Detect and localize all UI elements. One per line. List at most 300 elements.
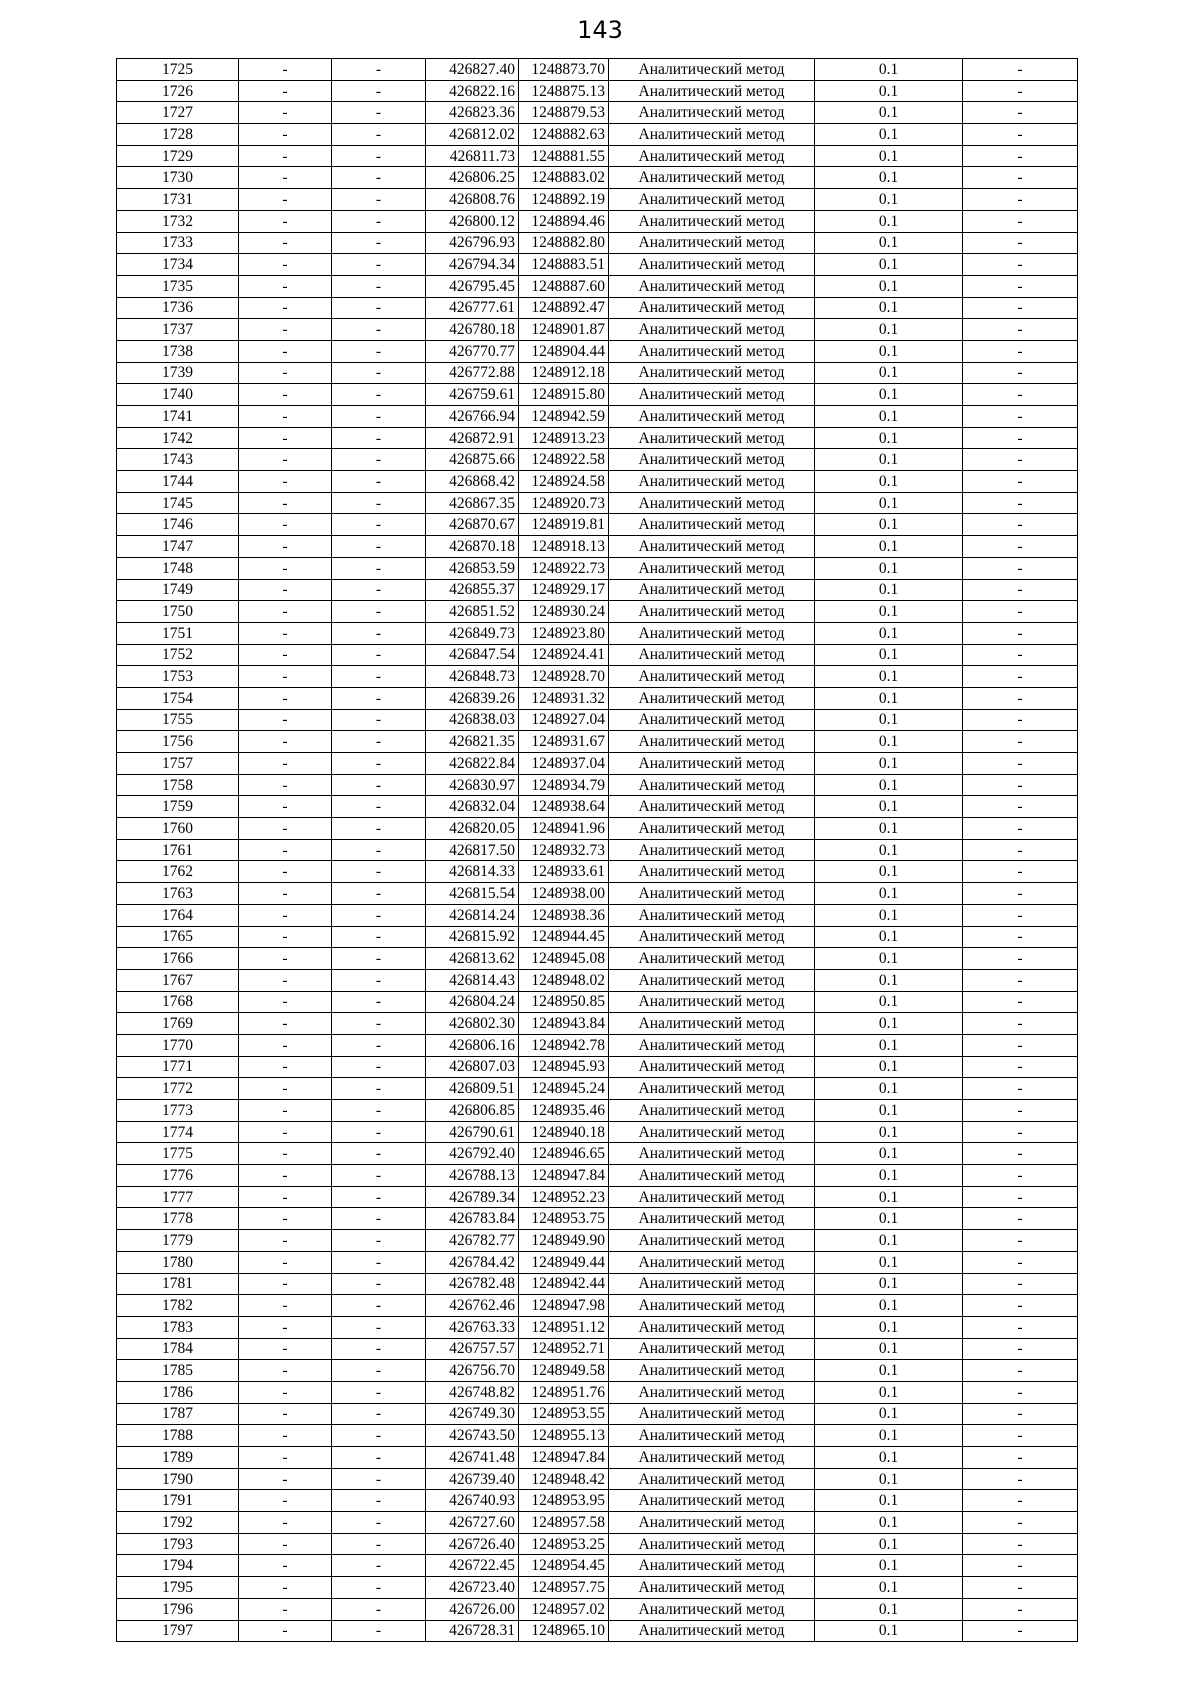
x-coordinate-cell: 426741.48 [426, 1447, 519, 1469]
empty-cell-1: - [239, 1251, 332, 1273]
table-row [117, 1403, 1078, 1425]
x-coordinate-cell: 426792.40 [426, 1143, 519, 1165]
accuracy-cell: 0.1 [815, 102, 963, 124]
empty-cell-1: - [239, 80, 332, 102]
empty-cell-1: - [239, 210, 332, 232]
point-number-cell: 1737 [117, 319, 239, 341]
empty-cell-1: - [239, 557, 332, 579]
empty-cell-2: - [332, 514, 426, 536]
point-number-cell: 1752 [117, 644, 239, 666]
point-number-cell: 1730 [117, 167, 239, 189]
empty-cell-2: - [332, 969, 426, 991]
method-cell: Аналитический метод [609, 753, 815, 775]
x-coordinate-cell: 426870.18 [426, 536, 519, 558]
accuracy-cell: 0.1 [815, 991, 963, 1013]
point-number-cell: 1764 [117, 904, 239, 926]
x-coordinate-cell: 426757.57 [426, 1338, 519, 1360]
accuracy-cell: 0.1 [815, 1577, 963, 1599]
empty-cell-2: - [332, 449, 426, 471]
table-row [117, 167, 1078, 189]
method-cell: Аналитический метод [609, 1468, 815, 1490]
x-coordinate-cell: 426838.03 [426, 709, 519, 731]
point-number-cell: 1783 [117, 1316, 239, 1338]
y-coordinate-cell: 1248927.04 [519, 709, 609, 731]
empty-cell-1: - [239, 254, 332, 276]
x-coordinate-cell: 426820.05 [426, 818, 519, 840]
table-row [117, 557, 1078, 579]
accuracy-cell: 0.1 [815, 1273, 963, 1295]
note-cell: - [963, 1295, 1078, 1317]
empty-cell-2: - [332, 1620, 426, 1642]
method-cell: Аналитический метод [609, 1620, 815, 1642]
note-cell: - [963, 1490, 1078, 1512]
point-number-cell: 1775 [117, 1143, 239, 1165]
method-cell: Аналитический метод [609, 818, 815, 840]
point-number-cell: 1735 [117, 275, 239, 297]
point-number-cell: 1758 [117, 774, 239, 796]
accuracy-cell: 0.1 [815, 1186, 963, 1208]
method-cell: Аналитический метод [609, 1555, 815, 1577]
y-coordinate-cell: 1248883.51 [519, 254, 609, 276]
y-coordinate-cell: 1248946.65 [519, 1143, 609, 1165]
y-coordinate-cell: 1248938.36 [519, 904, 609, 926]
note-cell: - [963, 687, 1078, 709]
empty-cell-2: - [332, 1078, 426, 1100]
method-cell: Аналитический метод [609, 232, 815, 254]
empty-cell-1: - [239, 1316, 332, 1338]
empty-cell-2: - [332, 1338, 426, 1360]
x-coordinate-cell: 426811.73 [426, 145, 519, 167]
note-cell: - [963, 1230, 1078, 1252]
note-cell: - [963, 557, 1078, 579]
accuracy-cell: 0.1 [815, 1620, 963, 1642]
accuracy-cell: 0.1 [815, 1295, 963, 1317]
note-cell: - [963, 145, 1078, 167]
method-cell: Аналитический метод [609, 1295, 815, 1317]
note-cell: - [963, 644, 1078, 666]
y-coordinate-cell: 1248879.53 [519, 102, 609, 124]
x-coordinate-cell: 426727.60 [426, 1512, 519, 1534]
point-number-cell: 1731 [117, 189, 239, 211]
y-coordinate-cell: 1248953.75 [519, 1208, 609, 1230]
table-row [117, 926, 1078, 948]
method-cell: Аналитический метод [609, 189, 815, 211]
note-cell: - [963, 904, 1078, 926]
x-coordinate-cell: 426813.62 [426, 948, 519, 970]
x-coordinate-cell: 426728.31 [426, 1620, 519, 1642]
empty-cell-1: - [239, 709, 332, 731]
point-number-cell: 1781 [117, 1273, 239, 1295]
point-number-cell: 1750 [117, 601, 239, 623]
note-cell: - [963, 275, 1078, 297]
method-cell: Аналитический метод [609, 557, 815, 579]
point-number-cell: 1756 [117, 731, 239, 753]
empty-cell-1: - [239, 622, 332, 644]
y-coordinate-cell: 1248951.76 [519, 1381, 609, 1403]
empty-cell-1: - [239, 991, 332, 1013]
note-cell: - [963, 1143, 1078, 1165]
y-coordinate-cell: 1248945.08 [519, 948, 609, 970]
accuracy-cell: 0.1 [815, 145, 963, 167]
x-coordinate-cell: 426815.54 [426, 883, 519, 905]
y-coordinate-cell: 1248929.17 [519, 579, 609, 601]
accuracy-cell: 0.1 [815, 818, 963, 840]
accuracy-cell: 0.1 [815, 1078, 963, 1100]
note-cell: - [963, 1620, 1078, 1642]
point-number-cell: 1744 [117, 471, 239, 493]
y-coordinate-cell: 1248922.73 [519, 557, 609, 579]
x-coordinate-cell: 426847.54 [426, 644, 519, 666]
x-coordinate-cell: 426723.40 [426, 1577, 519, 1599]
note-cell: - [963, 80, 1078, 102]
x-coordinate-cell: 426822.16 [426, 80, 519, 102]
accuracy-cell: 0.1 [815, 1512, 963, 1534]
accuracy-cell: 0.1 [815, 774, 963, 796]
y-coordinate-cell: 1248947.84 [519, 1447, 609, 1469]
method-cell: Аналитический метод [609, 1403, 815, 1425]
note-cell: - [963, 1512, 1078, 1534]
y-coordinate-cell: 1248954.45 [519, 1555, 609, 1577]
accuracy-cell: 0.1 [815, 948, 963, 970]
empty-cell-1: - [239, 883, 332, 905]
y-coordinate-cell: 1248882.63 [519, 124, 609, 146]
table-row [117, 1186, 1078, 1208]
empty-cell-2: - [332, 471, 426, 493]
point-number-cell: 1782 [117, 1295, 239, 1317]
x-coordinate-cell: 426814.24 [426, 904, 519, 926]
point-number-cell: 1746 [117, 514, 239, 536]
point-number-cell: 1748 [117, 557, 239, 579]
y-coordinate-cell: 1248944.45 [519, 926, 609, 948]
point-number-cell: 1726 [117, 80, 239, 102]
y-coordinate-cell: 1248883.02 [519, 167, 609, 189]
method-cell: Аналитический метод [609, 579, 815, 601]
x-coordinate-cell: 426804.24 [426, 991, 519, 1013]
point-number-cell: 1743 [117, 449, 239, 471]
table-row [117, 124, 1078, 146]
note-cell: - [963, 1360, 1078, 1382]
x-coordinate-cell: 426748.82 [426, 1381, 519, 1403]
table-row [117, 80, 1078, 102]
empty-cell-1: - [239, 926, 332, 948]
empty-cell-1: - [239, 427, 332, 449]
y-coordinate-cell: 1248933.61 [519, 861, 609, 883]
note-cell: - [963, 753, 1078, 775]
point-number-cell: 1793 [117, 1533, 239, 1555]
empty-cell-1: - [239, 1186, 332, 1208]
table-row [117, 145, 1078, 167]
y-coordinate-cell: 1248942.59 [519, 406, 609, 428]
y-coordinate-cell: 1248941.96 [519, 818, 609, 840]
note-cell: - [963, 471, 1078, 493]
x-coordinate-cell: 426789.34 [426, 1186, 519, 1208]
table-row [117, 1512, 1078, 1534]
accuracy-cell: 0.1 [815, 167, 963, 189]
note-cell: - [963, 1100, 1078, 1122]
empty-cell-2: - [332, 1186, 426, 1208]
note-cell: - [963, 774, 1078, 796]
method-cell: Аналитический метод [609, 1013, 815, 1035]
table-row [117, 774, 1078, 796]
table-row [117, 102, 1078, 124]
x-coordinate-cell: 426782.77 [426, 1230, 519, 1252]
point-number-cell: 1789 [117, 1447, 239, 1469]
x-coordinate-cell: 426770.77 [426, 340, 519, 362]
method-cell: Аналитический метод [609, 319, 815, 341]
method-cell: Аналитический метод [609, 1577, 815, 1599]
table-row [117, 471, 1078, 493]
empty-cell-2: - [332, 579, 426, 601]
point-number-cell: 1773 [117, 1100, 239, 1122]
method-cell: Аналитический метод [609, 1338, 815, 1360]
note-cell: - [963, 926, 1078, 948]
point-number-cell: 1728 [117, 124, 239, 146]
table-row [117, 492, 1078, 514]
accuracy-cell: 0.1 [815, 514, 963, 536]
empty-cell-2: - [332, 709, 426, 731]
point-number-cell: 1790 [117, 1468, 239, 1490]
method-cell: Аналитический метод [609, 1186, 815, 1208]
point-number-cell: 1794 [117, 1555, 239, 1577]
x-coordinate-cell: 426756.70 [426, 1360, 519, 1382]
note-cell: - [963, 601, 1078, 623]
table-row [117, 969, 1078, 991]
accuracy-cell: 0.1 [815, 1555, 963, 1577]
accuracy-cell: 0.1 [815, 384, 963, 406]
note-cell: - [963, 1555, 1078, 1577]
empty-cell-1: - [239, 666, 332, 688]
empty-cell-2: - [332, 601, 426, 623]
page-number: 143 [577, 16, 623, 44]
x-coordinate-cell: 426806.16 [426, 1034, 519, 1056]
y-coordinate-cell: 1248935.46 [519, 1100, 609, 1122]
y-coordinate-cell: 1248924.58 [519, 471, 609, 493]
y-coordinate-cell: 1248887.60 [519, 275, 609, 297]
empty-cell-1: - [239, 1533, 332, 1555]
empty-cell-1: - [239, 969, 332, 991]
note-cell: - [963, 297, 1078, 319]
method-cell: Аналитический метод [609, 1100, 815, 1122]
empty-cell-1: - [239, 904, 332, 926]
y-coordinate-cell: 1248894.46 [519, 210, 609, 232]
table-row [117, 1381, 1078, 1403]
empty-cell-2: - [332, 1056, 426, 1078]
table-row [117, 362, 1078, 384]
method-cell: Аналитический метод [609, 1360, 815, 1382]
x-coordinate-cell: 426802.30 [426, 1013, 519, 1035]
accuracy-cell: 0.1 [815, 1056, 963, 1078]
empty-cell-2: - [332, 731, 426, 753]
method-cell: Аналитический метод [609, 167, 815, 189]
point-number-cell: 1772 [117, 1078, 239, 1100]
empty-cell-2: - [332, 1013, 426, 1035]
table-row [117, 948, 1078, 970]
table-row [117, 904, 1078, 926]
empty-cell-2: - [332, 991, 426, 1013]
y-coordinate-cell: 1248881.55 [519, 145, 609, 167]
point-number-cell: 1736 [117, 297, 239, 319]
table-row [117, 275, 1078, 297]
method-cell: Аналитический метод [609, 644, 815, 666]
point-number-cell: 1796 [117, 1598, 239, 1620]
x-coordinate-cell: 426783.84 [426, 1208, 519, 1230]
table-row [117, 991, 1078, 1013]
empty-cell-2: - [332, 839, 426, 861]
method-cell: Аналитический метод [609, 926, 815, 948]
accuracy-cell: 0.1 [815, 557, 963, 579]
empty-cell-1: - [239, 1273, 332, 1295]
empty-cell-2: - [332, 1165, 426, 1187]
method-cell: Аналитический метод [609, 362, 815, 384]
table-row [117, 1620, 1078, 1642]
empty-cell-2: - [332, 1381, 426, 1403]
accuracy-cell: 0.1 [815, 1034, 963, 1056]
empty-cell-2: - [332, 1512, 426, 1534]
method-cell: Аналитический метод [609, 384, 815, 406]
empty-cell-1: - [239, 1208, 332, 1230]
note-cell: - [963, 514, 1078, 536]
note-cell: - [963, 622, 1078, 644]
empty-cell-1: - [239, 1555, 332, 1577]
x-coordinate-cell: 426809.51 [426, 1078, 519, 1100]
empty-cell-2: - [332, 1555, 426, 1577]
table-row [117, 1251, 1078, 1273]
point-number-cell: 1761 [117, 839, 239, 861]
note-cell: - [963, 319, 1078, 341]
empty-cell-2: - [332, 904, 426, 926]
empty-cell-2: - [332, 557, 426, 579]
note-cell: - [963, 1251, 1078, 1273]
point-number-cell: 1765 [117, 926, 239, 948]
x-coordinate-cell: 426823.36 [426, 102, 519, 124]
x-coordinate-cell: 426740.93 [426, 1490, 519, 1512]
accuracy-cell: 0.1 [815, 1338, 963, 1360]
empty-cell-2: - [332, 536, 426, 558]
table-row [117, 1533, 1078, 1555]
table-row [117, 406, 1078, 428]
table-row [117, 1316, 1078, 1338]
empty-cell-1: - [239, 406, 332, 428]
x-coordinate-cell: 426839.26 [426, 687, 519, 709]
accuracy-cell: 0.1 [815, 1013, 963, 1035]
y-coordinate-cell: 1248948.02 [519, 969, 609, 991]
empty-cell-2: - [332, 622, 426, 644]
empty-cell-2: - [332, 189, 426, 211]
accuracy-cell: 0.1 [815, 59, 963, 81]
empty-cell-1: - [239, 59, 332, 81]
y-coordinate-cell: 1248912.18 [519, 362, 609, 384]
y-coordinate-cell: 1248942.78 [519, 1034, 609, 1056]
table-row [117, 319, 1078, 341]
empty-cell-2: - [332, 406, 426, 428]
point-number-cell: 1763 [117, 883, 239, 905]
empty-cell-1: - [239, 1100, 332, 1122]
table-body [117, 59, 1078, 1642]
table-row [117, 514, 1078, 536]
accuracy-cell: 0.1 [815, 1208, 963, 1230]
note-cell: - [963, 1165, 1078, 1187]
y-coordinate-cell: 1248943.84 [519, 1013, 609, 1035]
point-number-cell: 1780 [117, 1251, 239, 1273]
y-coordinate-cell: 1248947.84 [519, 1165, 609, 1187]
method-cell: Аналитический метод [609, 1273, 815, 1295]
point-number-cell: 1776 [117, 1165, 239, 1187]
table-row [117, 536, 1078, 558]
method-cell: Аналитический метод [609, 666, 815, 688]
accuracy-cell: 0.1 [815, 80, 963, 102]
table-row [117, 883, 1078, 905]
note-cell: - [963, 102, 1078, 124]
empty-cell-2: - [332, 1468, 426, 1490]
method-cell: Аналитический метод [609, 254, 815, 276]
method-cell: Аналитический метод [609, 1425, 815, 1447]
table-row [117, 1425, 1078, 1447]
x-coordinate-cell: 426743.50 [426, 1425, 519, 1447]
empty-cell-2: - [332, 1230, 426, 1252]
empty-cell-2: - [332, 102, 426, 124]
method-cell: Аналитический метод [609, 774, 815, 796]
y-coordinate-cell: 1248948.42 [519, 1468, 609, 1490]
note-cell: - [963, 449, 1078, 471]
table-row [117, 796, 1078, 818]
y-coordinate-cell: 1248955.13 [519, 1425, 609, 1447]
note-cell: - [963, 1468, 1078, 1490]
accuracy-cell: 0.1 [815, 1490, 963, 1512]
method-cell: Аналитический метод [609, 514, 815, 536]
point-number-cell: 1766 [117, 948, 239, 970]
empty-cell-2: - [332, 1251, 426, 1273]
y-coordinate-cell: 1248913.23 [519, 427, 609, 449]
y-coordinate-cell: 1248931.32 [519, 687, 609, 709]
empty-cell-2: - [332, 644, 426, 666]
table-row [117, 601, 1078, 623]
y-coordinate-cell: 1248951.12 [519, 1316, 609, 1338]
point-number-cell: 1795 [117, 1577, 239, 1599]
x-coordinate-cell: 426817.50 [426, 839, 519, 861]
method-cell: Аналитический метод [609, 1490, 815, 1512]
table-row [117, 753, 1078, 775]
empty-cell-1: - [239, 861, 332, 883]
method-cell: Аналитический метод [609, 1381, 815, 1403]
y-coordinate-cell: 1248932.73 [519, 839, 609, 861]
method-cell: Аналитический метод [609, 1143, 815, 1165]
point-number-cell: 1767 [117, 969, 239, 991]
point-number-cell: 1777 [117, 1186, 239, 1208]
method-cell: Аналитический метод [609, 427, 815, 449]
note-cell: - [963, 536, 1078, 558]
note-cell: - [963, 969, 1078, 991]
note-cell: - [963, 232, 1078, 254]
accuracy-cell: 0.1 [815, 796, 963, 818]
x-coordinate-cell: 426806.85 [426, 1100, 519, 1122]
note-cell: - [963, 666, 1078, 688]
empty-cell-2: - [332, 753, 426, 775]
empty-cell-2: - [332, 1208, 426, 1230]
table-row [117, 210, 1078, 232]
method-cell: Аналитический метод [609, 340, 815, 362]
note-cell: - [963, 1598, 1078, 1620]
accuracy-cell: 0.1 [815, 579, 963, 601]
empty-cell-1: - [239, 839, 332, 861]
empty-cell-1: - [239, 167, 332, 189]
y-coordinate-cell: 1248949.90 [519, 1230, 609, 1252]
y-coordinate-cell: 1248940.18 [519, 1121, 609, 1143]
accuracy-cell: 0.1 [815, 969, 963, 991]
accuracy-cell: 0.1 [815, 839, 963, 861]
point-number-cell: 1739 [117, 362, 239, 384]
note-cell: - [963, 818, 1078, 840]
y-coordinate-cell: 1248873.70 [519, 59, 609, 81]
